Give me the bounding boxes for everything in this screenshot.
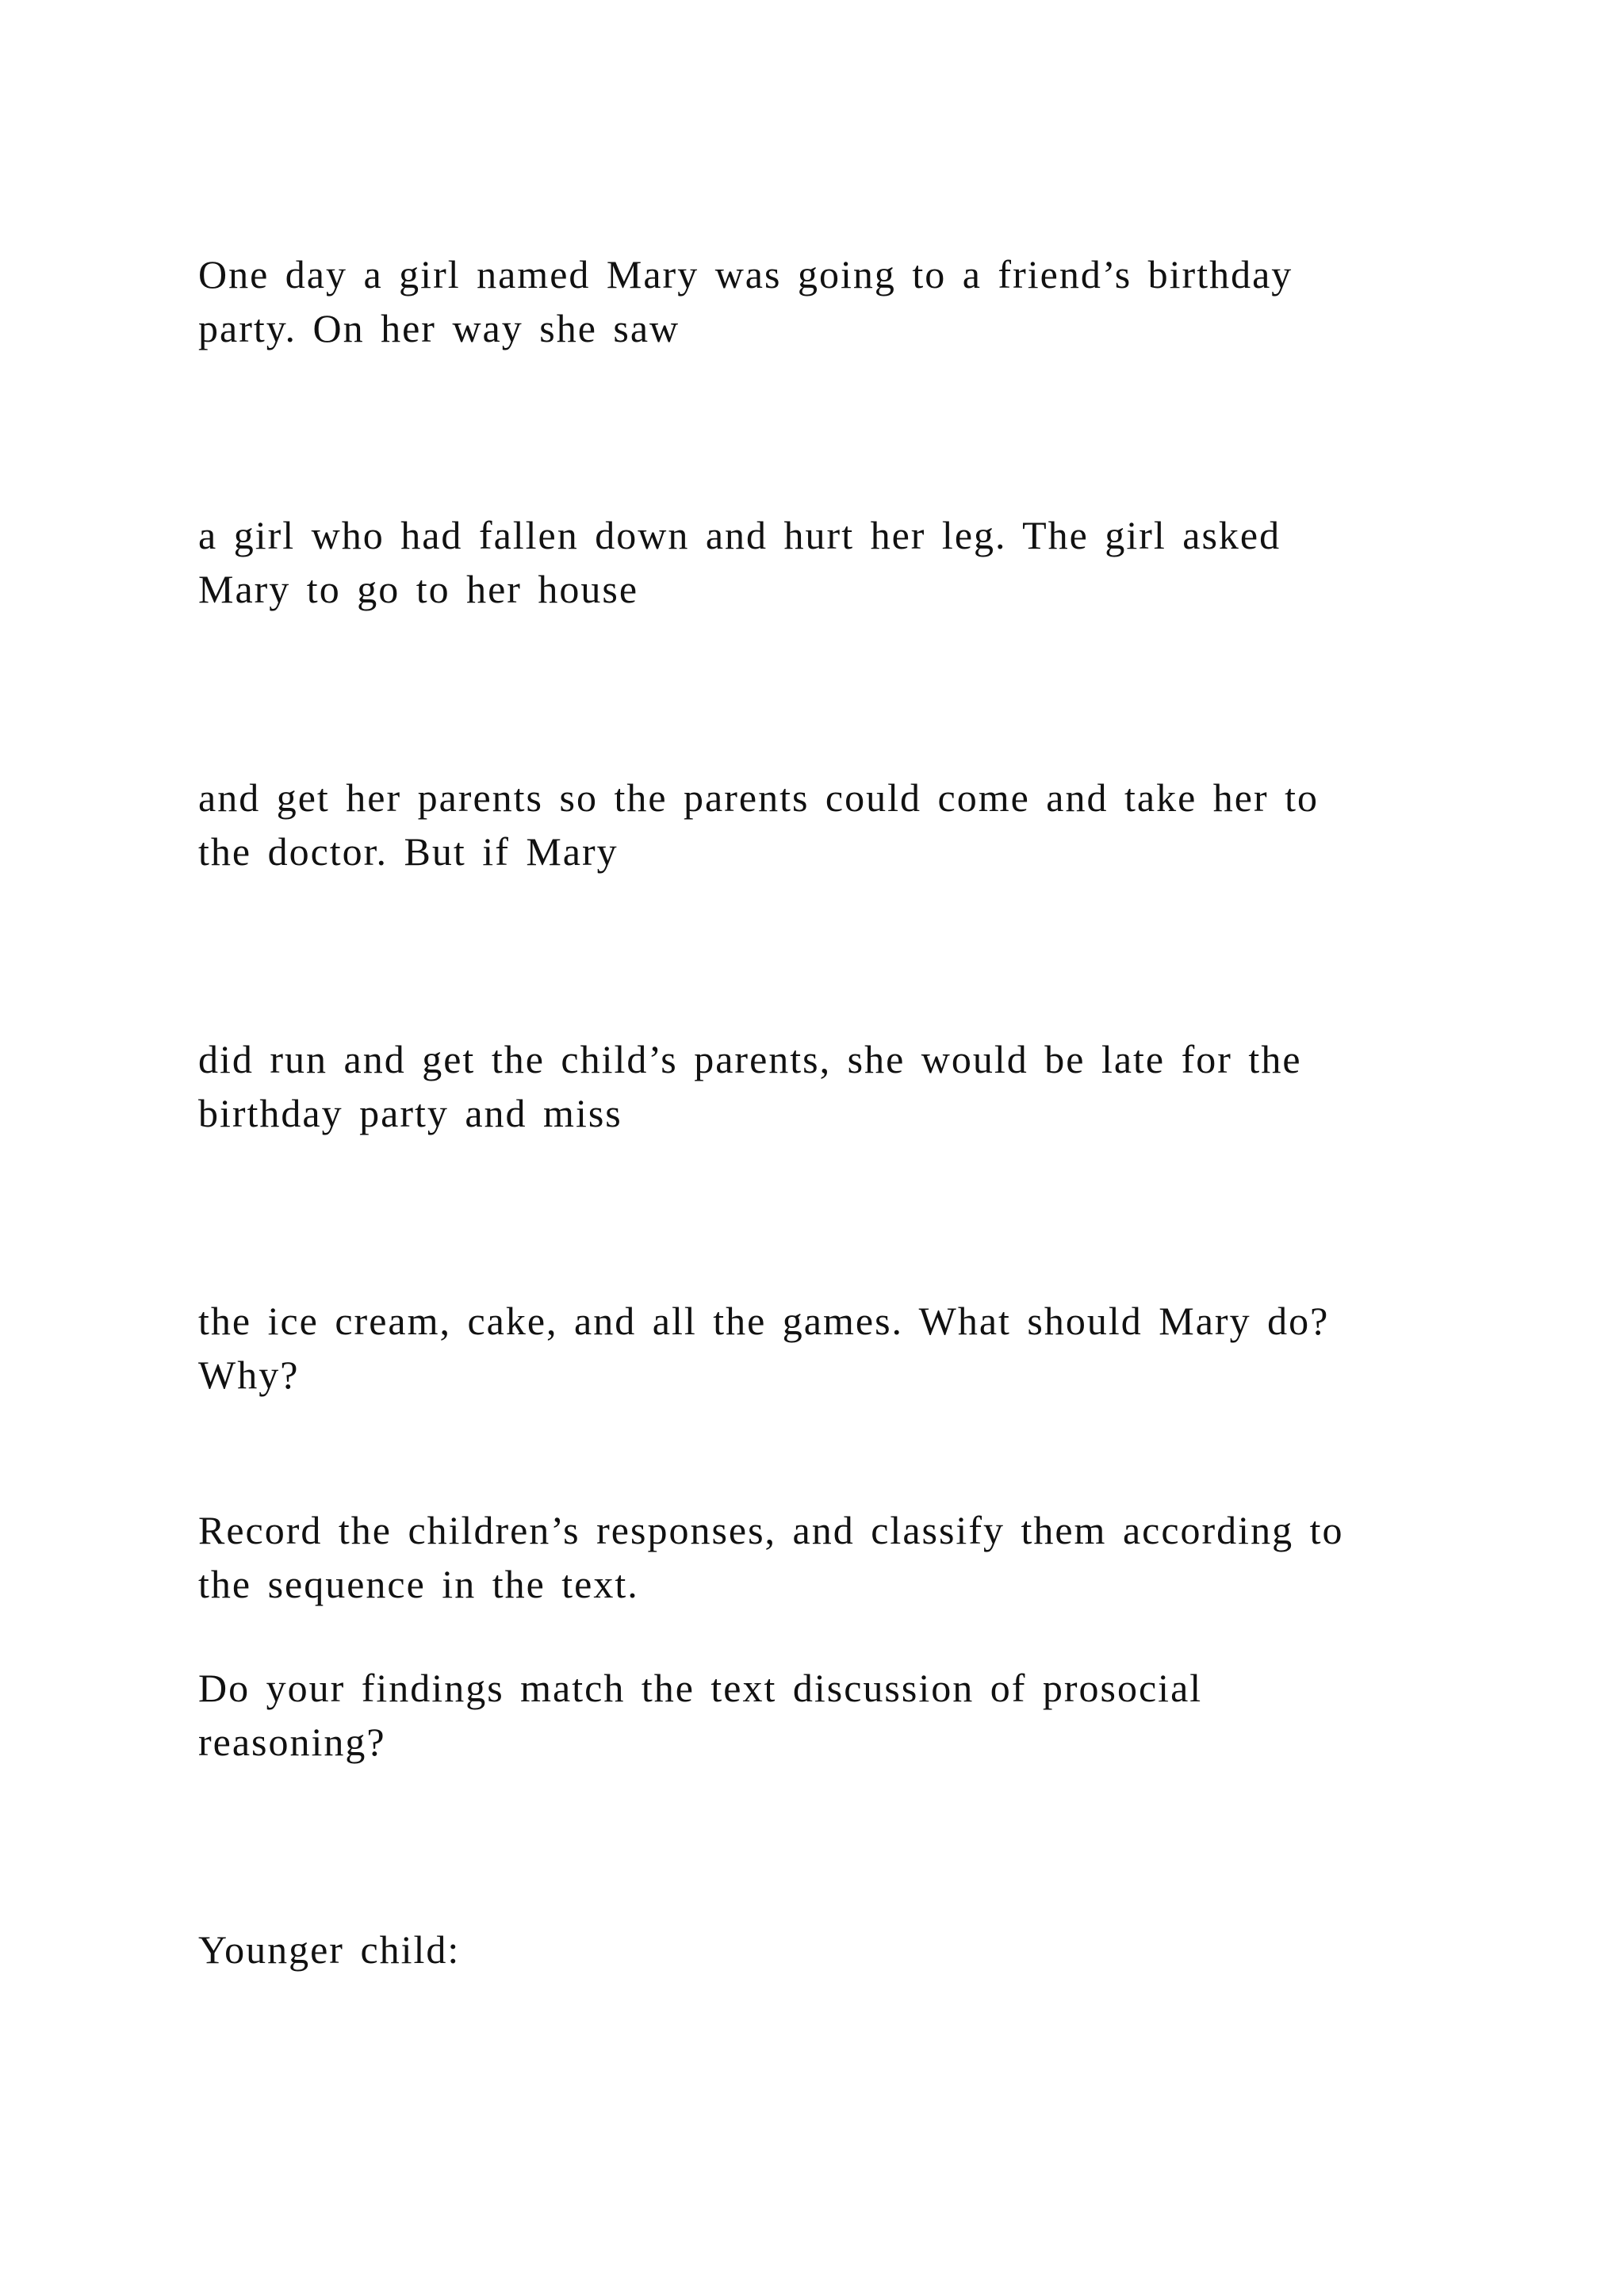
paragraph-1-line-1: One day a girl named Mary was going to a friend’s birthday [198,252,1293,297]
paragraph-1 [198,247,1435,355]
paragraph-6 [198,1503,1435,1611]
paragraph-5-line-2: Why? [198,1353,300,1397]
paragraph-4-line-2: birthday party and miss [198,1091,622,1135]
paragraph-6-line-1: Record the children’s responses, and classify them according to [198,1508,1344,1552]
paragraph-5-line-1: the ice cream, cake, and all the games. What should Mary do? [198,1299,1330,1343]
paragraph-2-line-2: Mary to go to her house [198,567,639,611]
paragraph-4-line-1: did run and get the child’s parents, she would be late for the [198,1037,1302,1081]
paragraph-2 [198,508,1435,616]
paragraph-3-line-1: and get her parents so the parents could come and take her to [198,775,1319,820]
paragraph-8 [198,1923,1435,1976]
paragraph-5 [198,1294,1435,1402]
paragraph-3-line-2: the doctor. But if Mary [198,829,619,874]
paragraph-3 [198,771,1435,878]
paragraph-2-line-1: a girl who had fallen down and hurt her leg. The girl asked [198,513,1281,557]
paragraph-7-line-1: Do your findings match the text discussion of prosocial [198,1666,1203,1710]
paragraph-6-line-2: the sequence in the text. [198,1562,639,1606]
paragraph-4 [198,1032,1435,1140]
younger-child-label: Younger child: [198,1927,461,1972]
paragraph-7-line-2: reasoning? [198,1720,386,1764]
paragraph-1-line-2: party. On her way she saw [198,306,680,350]
paragraph-7 [198,1661,1435,1769]
